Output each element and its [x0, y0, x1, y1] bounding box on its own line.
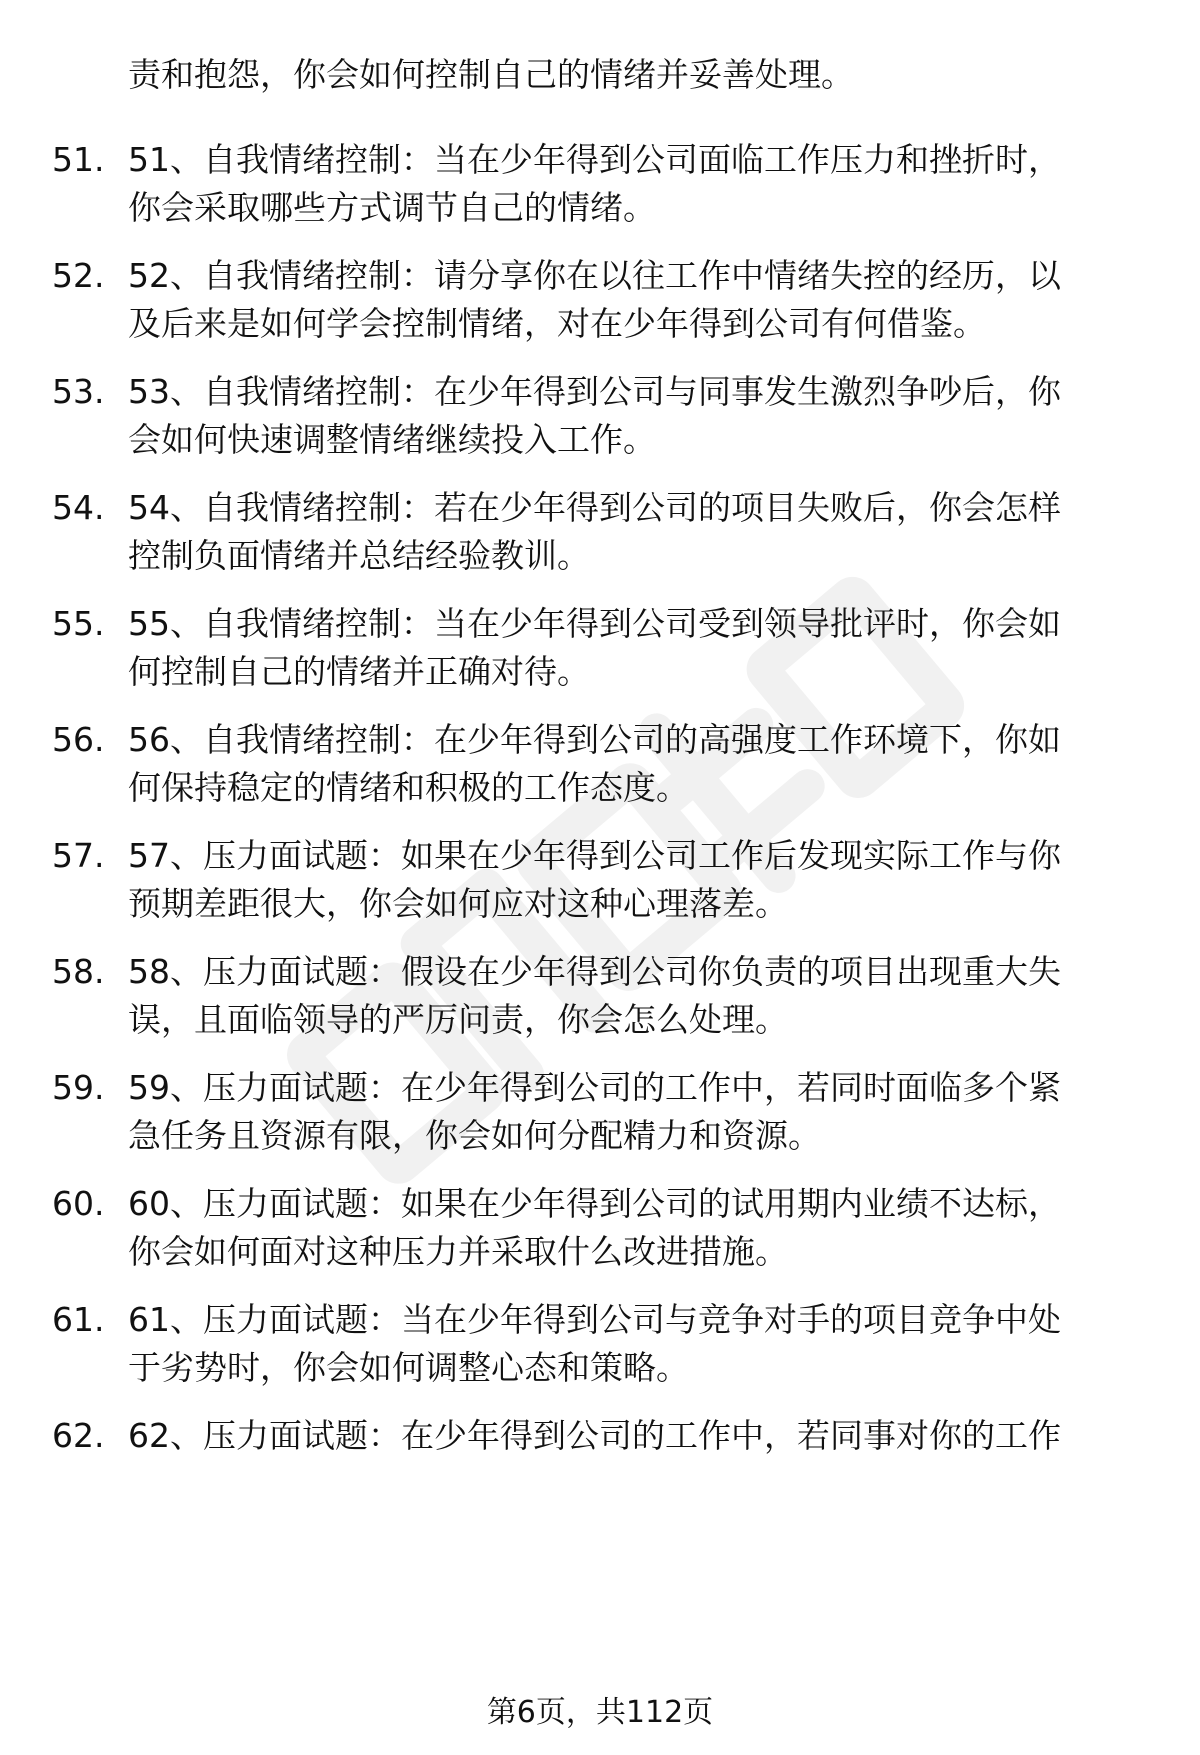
item-text-line: 53、自我情绪控制：在少年得到公司与同事发生激烈争吵后，你 — [128, 372, 1061, 411]
page-footer: 第6页，共112页 — [486, 1695, 714, 1730]
list-item — [0, 1297, 1200, 1397]
item-text-line: 51、自我情绪控制：当在少年得到公司面临工作压力和挫折时， — [128, 140, 1061, 179]
item-text-line: 何控制自己的情绪并正确对待。 — [128, 652, 590, 691]
item-text-line: 会如何快速调整情绪继续投入工作。 — [128, 420, 656, 459]
item-number: 55. — [52, 604, 105, 643]
item-text-line: 52、自我情绪控制：请分享你在以往工作中情绪失控的经历，以 — [128, 256, 1061, 295]
item-number: 59. — [52, 1068, 105, 1107]
item-text-line: 61、压力面试题：当在少年得到公司与竞争对手的项目竞争中处 — [128, 1300, 1061, 1339]
list-item — [0, 717, 1200, 817]
item-text-line: 预期差距很大，你会如何应对这种心理落差。 — [128, 884, 788, 923]
item-number: 51. — [52, 140, 105, 179]
item-text-line: 55、自我情绪控制：当在少年得到公司受到领导批评时，你会如 — [128, 604, 1061, 643]
item-text-line: 54、自我情绪控制：若在少年得到公司的项目失败后，你会怎样 — [128, 488, 1061, 527]
item-number: 57. — [52, 836, 105, 875]
list-item — [0, 949, 1200, 1049]
list-item — [0, 369, 1200, 469]
item-text-line: 急任务且资源有限，你会如何分配精力和资源。 — [128, 1116, 821, 1155]
item-number: 52. — [52, 256, 105, 295]
item-text-line: 误，且面临领导的严厉问责，你会怎么处理。 — [128, 1000, 788, 1039]
continuation-line: 责和抱怨，你会如何控制自己的情绪并妥善处理。 — [128, 55, 854, 94]
item-text-line: 59、压力面试题：在少年得到公司的工作中，若同时面临多个紧 — [128, 1068, 1061, 1107]
item-number: 54. — [52, 488, 105, 527]
list-item — [0, 1065, 1200, 1165]
list-item — [0, 1413, 1200, 1513]
list-item — [0, 253, 1200, 353]
list-item — [0, 137, 1200, 237]
item-text-line: 何保持稳定的情绪和积极的工作态度。 — [128, 768, 689, 807]
item-text-line: 你会如何面对这种压力并采取什么改进措施。 — [128, 1232, 788, 1271]
item-number: 62. — [52, 1416, 105, 1455]
item-text-line: 控制负面情绪并总结经验教训。 — [128, 536, 590, 575]
item-text-line: 62、压力面试题：在少年得到公司的工作中，若同事对你的工作 — [128, 1416, 1061, 1455]
item-text-line: 56、自我情绪控制：在少年得到公司的高强度工作环境下，你如 — [128, 720, 1061, 759]
list-item — [0, 1181, 1200, 1281]
list-item — [0, 485, 1200, 585]
item-number: 56. — [52, 720, 105, 759]
item-number: 58. — [52, 952, 105, 991]
item-text-line: 你会采取哪些方式调节自己的情绪。 — [128, 188, 656, 227]
list-item — [0, 601, 1200, 701]
item-text-line: 于劣势时，你会如何调整心态和策略。 — [128, 1348, 689, 1387]
item-text-line: 58、压力面试题：假设在少年得到公司你负责的项目出现重大失 — [128, 952, 1061, 991]
list-item — [0, 833, 1200, 933]
item-number: 61. — [52, 1300, 105, 1339]
item-number: 60. — [52, 1184, 105, 1223]
item-number: 53. — [52, 372, 105, 411]
item-text-line: 57、压力面试题：如果在少年得到公司工作后发现实际工作与你 — [128, 836, 1061, 875]
item-text-line: 及后来是如何学会控制情绪，对在少年得到公司有何借鉴。 — [128, 304, 986, 343]
item-text-line: 60、压力面试题：如果在少年得到公司的试用期内业绩不达标， — [128, 1184, 1061, 1223]
